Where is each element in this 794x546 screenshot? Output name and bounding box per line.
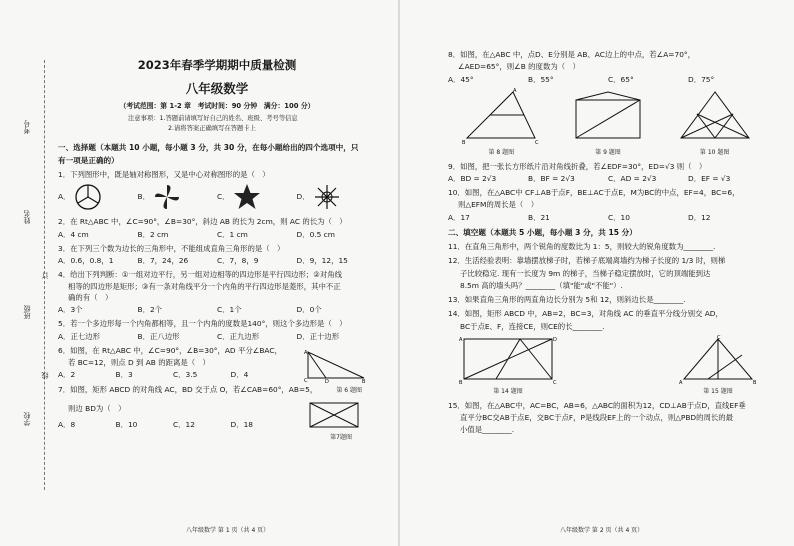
svg-text:A: A: [459, 336, 463, 343]
question-11: 11．在直角三角形中，两个锐角的度数比为 1：5，则较大的锐角度数为________.: [448, 242, 716, 252]
figure-14-caption: 第 14 题图: [493, 388, 523, 396]
q2-option-c: C．1 cm: [217, 229, 248, 239]
question-15-b: 直平分BC交AB于点E，交BC于点F，P是线段EF上的一个动点，则△PBD的周长的最: [460, 412, 734, 422]
svg-text:B: B: [753, 379, 757, 385]
question-3: 3．在下列三个数为边长的三角形中，不能组成直角三角形的是（ ）: [58, 243, 285, 253]
svg-text:B: B: [362, 378, 366, 384]
question-4: 4．给出下列判断：①一组对边平行，另一组对边相等的四边形是平行四边形；②对角线: [58, 270, 343, 280]
right-footer: 八年级数学 第 2 页（共 4 页）: [560, 527, 644, 534]
figure-6: [304, 348, 368, 384]
q4-options: [58, 305, 376, 314]
figure-10: [675, 88, 755, 146]
page-fold: [398, 0, 400, 546]
figure-15-caption: 第 15 题图: [703, 388, 733, 396]
q4-option-c: C．1个: [217, 305, 242, 315]
question-6: 6．如图，在 Rt△ABC 中，∠C=90°，∠B=30°，AD 平分∠BAC，: [58, 345, 282, 355]
q5-option-b: B．正八边形: [137, 331, 180, 341]
figure-8: [461, 88, 541, 146]
binding-class: 班级: [23, 305, 31, 319]
question-8: 8．如图，在△ABC 中，点D、E分别是 AB、AC边上的中点，若∠A=70°，: [448, 50, 695, 59]
figure-9: [568, 88, 648, 146]
question-12-b: 子比较稳定. 现有一长度为 9m 的梯子，当梯子稳定摆放时，它的顶端能到达: [460, 268, 711, 278]
question-6-b: 若 BC=12，则点 D 到 AB 的距离是（ ）: [68, 358, 210, 368]
question-14-b: BC于点E、F，连接CE，则CE的长________.: [460, 321, 605, 331]
figure-7: [306, 399, 362, 431]
binding-exam-no: 考号: [23, 120, 31, 134]
q9-option-a: A．BD = 2√3: [448, 173, 497, 183]
q7-options: [58, 420, 288, 429]
svg-text:D: D: [553, 336, 557, 343]
q7-option-a: A．8: [58, 420, 76, 430]
snowflake-icon: [312, 182, 342, 212]
question-5: 5．若一个多边形每一个内角都相等，且一个内角的度数是140°，则这个多边形是（ ）: [58, 319, 347, 329]
question-7-b: 则边 BD为（ ）: [68, 403, 126, 413]
figure-10-caption: 第 10 题图: [699, 149, 730, 156]
q8-option-d: D．75°: [688, 74, 715, 84]
q10-option-a: A．17: [448, 212, 470, 222]
q2-option-d: D．0.5 cm: [296, 229, 335, 239]
question-12-c: 8.5m 高的墙头吗？________（填"能"或"不能"）.: [460, 280, 623, 290]
q3-option-a: A．0.6，0.8，1: [58, 256, 114, 266]
q8-options: [448, 75, 768, 84]
q1-option-b: B．: [138, 182, 218, 212]
figure-10-wrap: [675, 88, 755, 157]
question-7: 7．如图，矩形 ABCD 的对角线 AC，BD 交于点 O，若∠CAB=60°，AB=5，: [58, 384, 318, 394]
binding-school: 学校: [23, 412, 31, 426]
question-15: 15．如图，在△ABC中，AC=BC，AB=6，△ABC的面积为12，CD⊥AB于点D，直线EF垂: [448, 400, 746, 410]
svg-text:D: D: [325, 378, 329, 384]
q9-option-c: C．AD = 2√3: [608, 173, 657, 183]
q10-options: [448, 213, 768, 222]
svg-text:B: B: [462, 139, 466, 146]
binding-xian: 线: [41, 372, 49, 379]
svg-text:A: A: [513, 87, 517, 94]
exam-title: 2023年春季学期期中质量检测: [137, 58, 297, 72]
binding-margin: [0, 0, 52, 546]
q8-option-b: B．55°: [528, 74, 554, 84]
q4-option-d: D．0个: [296, 305, 322, 315]
q9-option-d: D．EF = √3: [688, 173, 731, 183]
q2-option-a: A．4 cm: [58, 229, 89, 239]
q3-option-b: B．7，24，26: [137, 256, 189, 266]
svg-text:C: C: [717, 334, 721, 341]
figure-8-caption: 第 8 题图: [488, 149, 515, 156]
right-page: [448, 50, 768, 434]
question-9: 9．如图，把一张长方形纸片沿对角线折叠，若∠EDF=30°，ED=√3 则（ ）: [448, 161, 707, 171]
figures-14-15: [448, 335, 768, 396]
svg-text:C: C: [553, 379, 557, 385]
q1-option-d: D．: [297, 182, 377, 212]
q5-option-d: D．正十边形: [296, 331, 340, 341]
binding-name: 姓名: [23, 210, 31, 224]
q7-option-c: C．12: [173, 420, 195, 430]
question-10: 10．如图，在△ABC中 CF⊥AB于点F，BE⊥AC于点E，M为BC的中点，EF=4，BC=6，: [448, 188, 740, 197]
q5-option-a: A．正七边形: [58, 331, 101, 341]
q5-options: [58, 332, 376, 341]
figure-14: [458, 335, 558, 385]
q1-option-a: A．: [58, 182, 138, 212]
q6-option-d: D．4: [230, 370, 249, 380]
section-2-heading: 二、填空题（本题共 5 小题，每小题 3 分，共 15 分）: [448, 227, 637, 237]
figure-15-wrap: [678, 335, 758, 396]
svg-text:A: A: [679, 379, 683, 385]
exam-subject: 八年级数学: [185, 81, 249, 97]
q3-option-c: C．7，8，9: [217, 256, 259, 266]
figure-15: [678, 335, 758, 385]
exam-note-1: 注意事项：1.答题前请填写好自己的姓名、班级、考号等信息: [128, 115, 298, 123]
star-icon: [232, 182, 262, 212]
q9-options: [448, 174, 768, 183]
q10-option-d: D．12: [688, 212, 711, 222]
exam-info: （考试范围：第 1-2 章 考试时间：90 分钟 满分：100 分）: [119, 102, 315, 110]
binding-ding: 订: [41, 272, 49, 279]
question-1: 1．下列图形中，既是轴对称图形，又是中心对称图形的是（ ）: [58, 170, 270, 180]
q1-options: [58, 182, 376, 212]
figure-9-caption: 第 9 题图: [595, 149, 621, 156]
q4-option-b: B．2个: [137, 305, 163, 315]
exam-note-2: 2.请将答案正确填写在答题卡上: [168, 125, 256, 133]
q10-option-c: C．10: [608, 212, 630, 222]
q2-options: [58, 230, 376, 239]
q6-options: [58, 370, 288, 379]
question-12: 12．生活经验表明：靠墙摆放梯子时，若梯子底端离墙约为梯子长度的 1/3 时，则梯: [448, 256, 726, 266]
figure-9-wrap: [568, 88, 648, 157]
svg-text:B: B: [459, 379, 463, 385]
question-14: 14．如图，矩形 ABCD 中，AB=2，BC=3，对角线 AC 的垂直平分线分别交 AD，: [448, 309, 723, 319]
q10-option-b: B．21: [528, 212, 550, 222]
q5-option-c: C．正九边形: [217, 331, 260, 341]
svg-text:C: C: [535, 139, 539, 146]
question-4-c: 确的有（ ）: [68, 292, 113, 302]
svg-text:A: A: [304, 349, 308, 356]
figure-14-wrap: [458, 335, 558, 396]
question-4-b: 相等的四边形是矩形；③有一条对角线平分一个内角的平行四边形是菱形，其中不正: [68, 281, 341, 291]
question-2: 2．在 Rt△ABC 中，∠C=90°，∠B=30°，斜边 AB 的长为 2cm，则 AC 的长为（ ）: [58, 217, 347, 227]
section-1-heading: 一、选择题（本题共 10 小题，每小题 3 分，共 30 分，在每小题给出的四个选项中，只: [58, 143, 359, 153]
q6-option-a: A．2: [58, 370, 76, 380]
question-13: 13．如果直角三角形的两直角边长分别为 5和 12，则斜边长是________.: [448, 295, 686, 305]
figures-8-10: [448, 88, 768, 157]
question-8-b: ∠AED=65°，则∠B 的度数为（ ）: [458, 62, 580, 72]
figure-7-caption: 第7题图: [330, 433, 352, 441]
q6-option-b: B．3: [115, 370, 133, 380]
q1-option-c: C．: [217, 182, 297, 212]
question-7-block: [58, 384, 376, 441]
left-footer: 八年级数学 第 1 页（共 4 页）: [186, 527, 270, 534]
q3-options: [58, 256, 376, 265]
q7-option-b: B．10: [115, 420, 138, 430]
circle-sectors-icon: [73, 182, 103, 212]
q7-option-d: D．18: [230, 420, 253, 430]
q9-option-b: B．BF = 2√3: [528, 173, 575, 183]
q3-option-d: D．9，12，15: [296, 256, 348, 266]
q8-option-a: A．45°: [448, 74, 474, 84]
figure-6-caption: 第 6 题图: [336, 386, 362, 394]
left-page: [58, 52, 376, 441]
q6-option-c: C．3.5: [173, 370, 198, 380]
q2-option-b: B．2 cm: [137, 229, 169, 239]
figure-8-wrap: [461, 88, 541, 157]
section-1-heading-b: 有一项是正确的）: [58, 155, 119, 165]
q4-option-a: A．3个: [58, 305, 83, 315]
q8-option-c: C．65°: [608, 74, 634, 84]
question-10-b: 则△EFM的周长是（ ）: [458, 200, 539, 210]
pinwheel-icon: [152, 182, 182, 212]
svg-text:C: C: [304, 377, 308, 384]
question-15-c: 小值是________.: [460, 425, 515, 435]
